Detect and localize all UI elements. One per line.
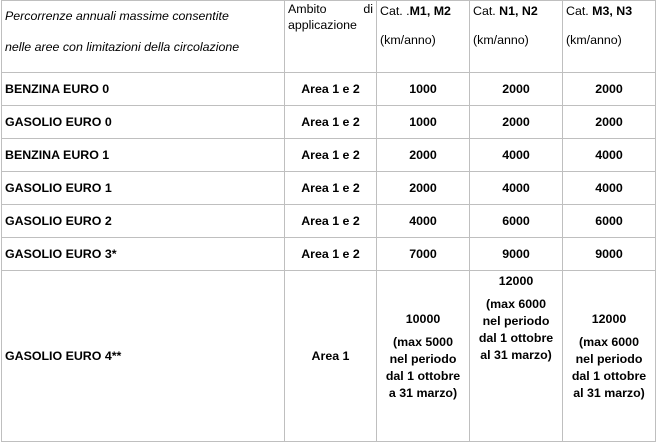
n1n2-cell: 2000 bbox=[470, 106, 563, 139]
area-cell: Area 1 e 2 bbox=[285, 205, 377, 238]
n1n2-note-3: dal 1 ottobre bbox=[478, 331, 554, 345]
n1n2-cell: 4000 bbox=[470, 172, 563, 205]
m3n3-note-3: dal 1 ottobre bbox=[571, 368, 647, 383]
header-cat-m1m2 bbox=[377, 1, 470, 73]
header-unit-3: (km/anno) bbox=[566, 33, 622, 47]
table-row bbox=[2, 238, 656, 271]
table-row bbox=[2, 139, 656, 172]
header-row bbox=[2, 1, 656, 73]
m1m2-note-2: nel periodo bbox=[389, 351, 457, 366]
m1m2-cell: 4000 bbox=[377, 205, 470, 238]
header-scope-word1: Ambito bbox=[288, 2, 327, 16]
m1m2-cell: 2000 bbox=[377, 139, 470, 172]
n1n2-cell bbox=[470, 271, 563, 442]
n1n2-note-4: al 31 marzo) bbox=[480, 348, 552, 362]
table-row bbox=[2, 172, 656, 205]
header-unit-1: (km/anno) bbox=[380, 33, 436, 47]
header-cat2-bold: N1, N2 bbox=[499, 4, 538, 18]
m3n3-value: 12000 bbox=[591, 311, 627, 326]
m1m2-note-3: dal 1 ottobre bbox=[385, 368, 461, 383]
m3n3-cell: 2000 bbox=[563, 73, 656, 106]
fuel-cell: GASOLIO EURO 2 bbox=[2, 205, 285, 238]
area-cell: Area 1 bbox=[285, 271, 377, 442]
n1n2-note-1: (max 6000 bbox=[486, 297, 546, 311]
m3n3-cell: 4000 bbox=[563, 139, 656, 172]
n1n2-note-2: nel periodo bbox=[482, 314, 550, 328]
m1m2-cell: 2000 bbox=[377, 172, 470, 205]
header-cat1-prefix: Cat. . bbox=[380, 4, 410, 18]
area-cell: Area 1 e 2 bbox=[285, 73, 377, 106]
header-cat3-bold: M3, N3 bbox=[592, 4, 633, 18]
m1m2-cell: 1000 bbox=[377, 73, 470, 106]
m3n3-note-2: nel periodo bbox=[575, 351, 643, 366]
area-cell: Area 1 e 2 bbox=[285, 106, 377, 139]
n1n2-cell: 9000 bbox=[470, 238, 563, 271]
m1m2-value: 10000 bbox=[405, 311, 441, 326]
area-cell: Area 1 e 2 bbox=[285, 238, 377, 271]
area-cell: Area 1 e 2 bbox=[285, 172, 377, 205]
fuel-cell: GASOLIO EURO 3* bbox=[2, 238, 285, 271]
table-row bbox=[2, 73, 656, 106]
table-row bbox=[2, 205, 656, 238]
m1m2-note-1: (max 5000 bbox=[393, 334, 453, 349]
m3n3-cell: 9000 bbox=[563, 238, 656, 271]
header-unit-2: (km/anno) bbox=[473, 33, 529, 47]
header-scope-word3: applicazione bbox=[288, 18, 357, 32]
header-cat-m3n3 bbox=[563, 1, 656, 73]
m1m2-cell: 1000 bbox=[377, 106, 470, 139]
fuel-cell: GASOLIO EURO 0 bbox=[2, 106, 285, 139]
m3n3-note-4: al 31 marzo) bbox=[573, 385, 645, 400]
m3n3-note-1: (max 6000 bbox=[579, 334, 639, 349]
m1m2-cell: 7000 bbox=[377, 238, 470, 271]
header-title-cell bbox=[2, 1, 285, 73]
fuel-cell: BENZINA EURO 1 bbox=[2, 139, 285, 172]
fuel-cell: GASOLIO EURO 4** bbox=[2, 271, 285, 442]
limits-table bbox=[1, 0, 656, 442]
m1m2-cell bbox=[377, 271, 470, 442]
header-cat1-bold: M1, M2 bbox=[409, 4, 451, 18]
n1n2-cell: 6000 bbox=[470, 205, 563, 238]
m3n3-cell: 2000 bbox=[563, 106, 656, 139]
header-title-line2: nelle aree con limitazioni della circolazione bbox=[5, 40, 240, 54]
fuel-cell: BENZINA EURO 0 bbox=[2, 73, 285, 106]
fuel-cell: GASOLIO EURO 1 bbox=[2, 172, 285, 205]
table-row-euro4 bbox=[2, 271, 656, 442]
m3n3-cell: 4000 bbox=[563, 172, 656, 205]
table-row bbox=[2, 106, 656, 139]
m3n3-cell: 6000 bbox=[563, 205, 656, 238]
n1n2-value: 12000 bbox=[498, 274, 534, 288]
header-cat2-prefix: Cat. bbox=[473, 4, 500, 18]
area-cell: Area 1 e 2 bbox=[285, 139, 377, 172]
header-cat3-prefix: Cat. bbox=[566, 4, 593, 18]
header-scope-cell bbox=[285, 1, 377, 73]
header-cat-n1n2 bbox=[470, 1, 563, 73]
header-scope-word2: di bbox=[363, 2, 373, 16]
n1n2-cell: 2000 bbox=[470, 73, 563, 106]
m1m2-note-4: a 31 marzo) bbox=[388, 385, 458, 400]
m3n3-cell bbox=[563, 271, 656, 442]
header-title-line1: Percorrenze annuali massime consentite bbox=[5, 9, 229, 23]
n1n2-cell: 4000 bbox=[470, 139, 563, 172]
